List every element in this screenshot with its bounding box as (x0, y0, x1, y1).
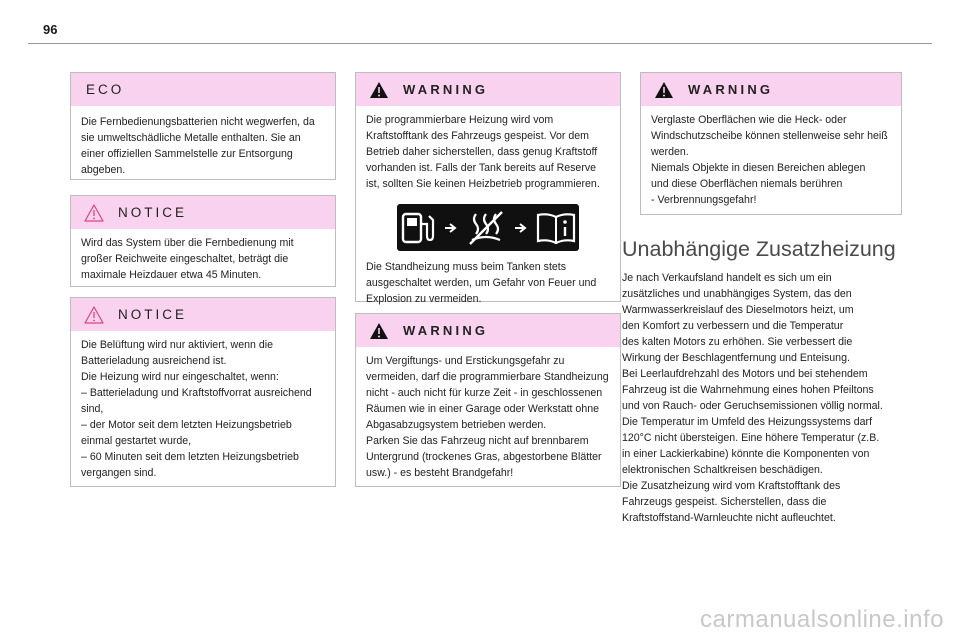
fuel-pump-icon (398, 210, 438, 246)
notice-box-2 (70, 297, 336, 487)
warning-header-3 (641, 73, 901, 106)
arrow-right-icon (514, 222, 528, 234)
warning-triangle-icon (654, 81, 674, 99)
eco-box (70, 72, 336, 180)
refuel-heater-illustration (397, 204, 579, 251)
watermark: carmanualsonline.info (700, 606, 944, 633)
warning-header-1 (356, 73, 620, 106)
warning-text-1a: Die programmierbare Heizung wird vom Kraftstofftank des Fahrzeugs gespeist. Vor dem Betrieb daher sicherstellen, dass genug Kraftstoff vorhanden ist. Falls der Tank bereits auf Reserve ist, sollten Sie keinen Heizbetrieb programmieren. (366, 114, 600, 190)
warning-text-2: Um Vergiftungs- und Erstickungsgefahr zu vermeiden, darf die programmierbare Standheizung nicht - auch nicht für kurze Zeit - in geschlossenen Räumen wie in einer Garage oder Werkstatt ohne Abgasabzugsystem betrieben werden. Parken Sie das Fahrzeug nicht auf brennbarem Untergrund (trockenes Gras, abgestorbene Blätter usw.) - es besteht Brandgefahr! (366, 355, 609, 479)
notice-triangle-icon (84, 204, 104, 222)
warning-box-3 (640, 72, 902, 215)
manual-book-icon (534, 210, 578, 246)
eco-text: Die Fernbedienungsbatterien nicht wegwerfen, da sie umweltschädliche Metalle enthalten. Sie an einer offiziellen Sammelstelle zur Entsorgung abgeben. (81, 116, 315, 176)
notice-header-1 (71, 196, 335, 229)
warning-title-3: WARNING (688, 82, 774, 97)
page-number: 96 (43, 22, 58, 37)
notice-text-2: Die Belüftung wird nur aktiviert, wenn die Batterieladung ausreichend ist. Die Heizung wird nur eingeschaltet, wenn: – Batterieladung und Kraftstoffvorrat ausreichend sind, – der Motor seit dem letzten Heizungsbetrieb einmal gestartet wurde, – 60 Minuten seit dem letzten Heizungsbetrieb vergangen sind. (81, 339, 312, 479)
warning-text-1b: Die Standheizung muss beim Tanken stets ausgeschaltet werden, um Gefahr von Feuer und Explosion zu vermeiden. (366, 261, 597, 305)
notice-triangle-icon (84, 306, 104, 324)
warning-triangle-icon (369, 322, 389, 340)
eco-header (71, 73, 335, 106)
arrow-right-icon (444, 222, 458, 234)
notice-title-2: NOTICE (118, 307, 188, 322)
warning-triangle-icon (369, 81, 389, 99)
warning-text-3: Verglaste Oberflächen wie die Heck- oder Windschutzscheibe können stellenweise sehr heiß werden. Niemals Objekte in diesen Bereichen ablegen und diese Oberflächen niemals berühren - Verbrennungsgefahr! (651, 114, 888, 206)
section-text: Je nach Verkaufsland handelt es sich um ein zusätzliches und unabhängiges System, das den Warmwasserkreislauf des Dieselmotors heizt, um den Komfort zu verbessern und die Temperatur des kalten Motors zu erhöhen. Sie verbessert die Wirkung der Beschlagentfernung und Enteisung. Bei Leerlaufdrehzahl des Motors und bei stehendem Fahrzeug ist die Wahrnehmung eines hohen Pfeiltons und von Rauch- oder Geruchsemissionen völlig normal. Die Temperatur im Umfeld des Heizungssystems darf 120°C nicht übersteigen. Eine höhere Temperatur (z.B. in einer Lackierkabine) könnte die Komponenten von elektronischen Schaltkreisen beschädigen. Die Zusatzheizung wird vom Kraftstofftank des Fahrzeugs gespeist. Sicherstellen, dass die Kraftstoffstand-Warnleuchte nicht aufleuchtet. (622, 272, 883, 524)
notice-text-1: Wird das System über die Fernbedienung mit großer Reichweite eingeschaltet, beträgt die maximale Heizdauer etwa 45 Minuten. (81, 237, 294, 281)
warning-box-1 (355, 72, 621, 305)
warning-title-2: WARNING (403, 323, 489, 338)
notice-title-1: NOTICE (118, 205, 188, 220)
warning-box-2 (355, 313, 621, 487)
top-divider (28, 43, 932, 44)
warning-title-1: WARNING (403, 82, 489, 97)
section-title: Unabhängige Zusatzheizung (622, 237, 896, 261)
warning-header-2 (356, 314, 620, 347)
heater-off-icon (464, 208, 508, 248)
eco-title: ECO (86, 82, 125, 97)
notice-header-2 (71, 298, 335, 331)
notice-box-1 (70, 195, 336, 287)
